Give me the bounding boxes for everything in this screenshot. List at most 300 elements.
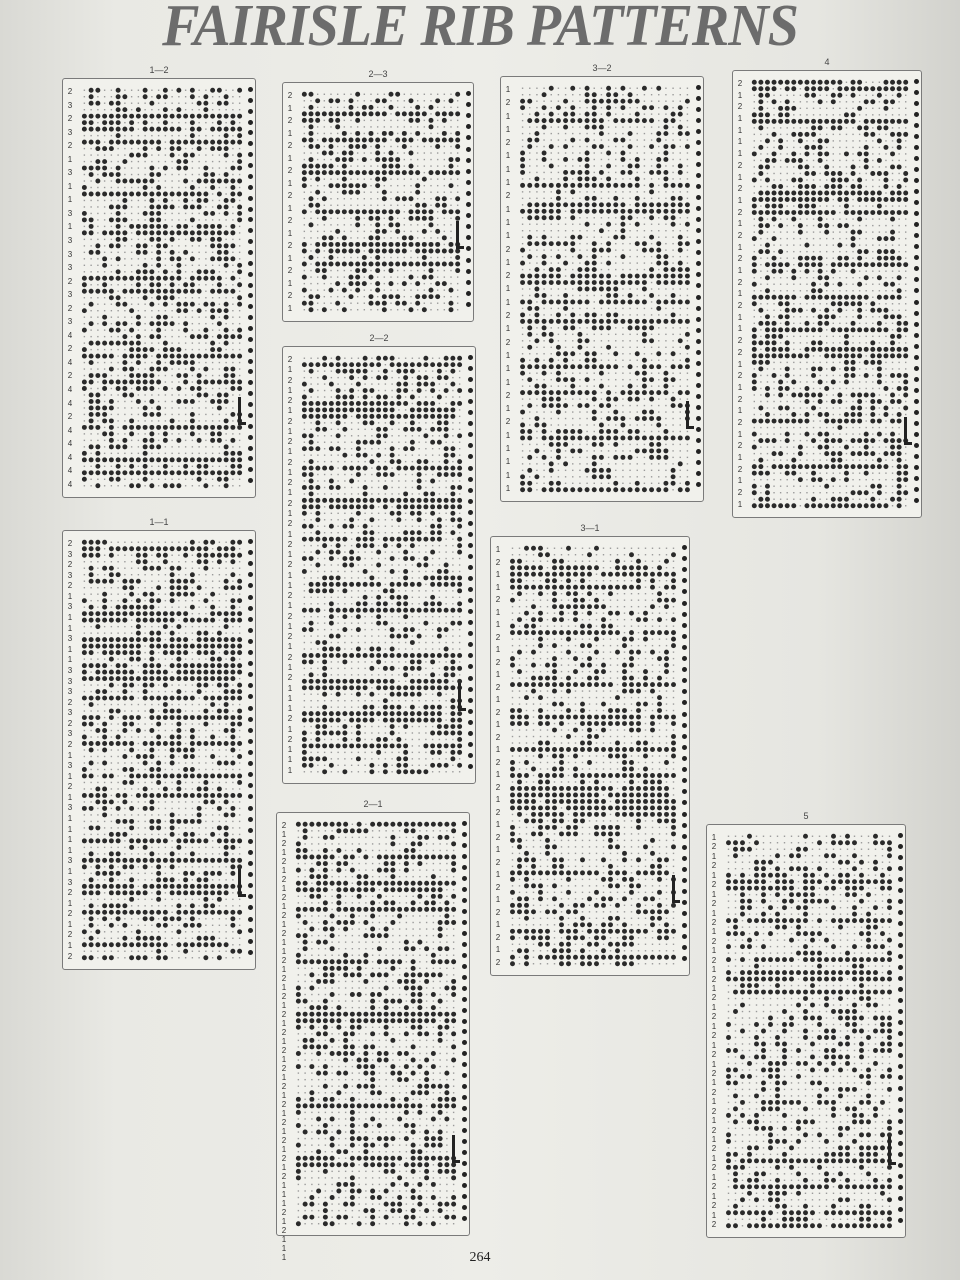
empty-cell	[84, 258, 85, 259]
punch-hole	[355, 137, 360, 142]
punch-hole	[203, 942, 208, 947]
empty-cell	[104, 401, 105, 402]
empty-cell	[124, 899, 125, 900]
empty-cell	[344, 390, 345, 391]
empty-cell	[239, 847, 240, 848]
empty-cell	[331, 358, 332, 359]
empty-cell	[459, 454, 460, 455]
punch-hole	[203, 890, 208, 895]
punch-hole	[224, 637, 229, 642]
punch-hole	[309, 131, 314, 136]
punch-hole	[122, 650, 127, 655]
punch-hole	[89, 806, 94, 811]
empty-cell	[370, 94, 371, 95]
punch-hole	[109, 572, 114, 577]
empty-cell	[371, 377, 372, 378]
empty-cell	[398, 526, 399, 527]
empty-cell	[151, 587, 152, 588]
empty-cell	[219, 167, 220, 168]
punch-hole	[82, 546, 87, 551]
punch-hole	[217, 806, 222, 811]
empty-cell	[439, 358, 440, 359]
punch-hole	[149, 566, 154, 571]
empty-cell	[239, 593, 240, 594]
empty-cell	[225, 161, 226, 162]
punch-hole	[210, 884, 215, 889]
empty-cell	[185, 440, 186, 441]
punch-hole	[197, 923, 202, 928]
empty-cell	[357, 100, 358, 101]
empty-cell	[219, 704, 220, 705]
punch-hole	[422, 275, 427, 280]
punch-hole	[224, 741, 229, 746]
row-number: 2	[287, 166, 293, 176]
empty-cell	[97, 420, 98, 421]
punch-hole	[302, 275, 307, 280]
punch-hole	[217, 308, 222, 313]
empty-cell	[117, 593, 118, 594]
empty-cell	[212, 420, 213, 421]
sprocket-hole	[466, 191, 471, 196]
empty-cell	[151, 736, 152, 737]
punch-hole	[444, 407, 449, 412]
empty-cell	[310, 250, 311, 251]
punch-hole	[183, 942, 188, 947]
punch-hole	[203, 211, 208, 216]
empty-cell	[239, 574, 240, 575]
empty-cell	[151, 899, 152, 900]
punch-hole	[143, 250, 148, 255]
punch-hole	[89, 360, 94, 365]
sprocket-hole	[248, 572, 253, 577]
punch-hole	[390, 569, 395, 574]
punch-hole	[237, 754, 242, 759]
punch-hole	[362, 281, 367, 286]
empty-cell	[178, 704, 179, 705]
punch-hole	[355, 268, 360, 273]
empty-cell	[185, 239, 186, 240]
empty-cell	[350, 237, 351, 238]
empty-cell	[144, 574, 145, 575]
punch-hole	[362, 183, 367, 188]
punch-hole	[102, 903, 107, 908]
row-number: 1	[287, 447, 293, 457]
punch-hole	[224, 483, 229, 488]
empty-cell	[225, 788, 226, 789]
punch-hole	[224, 644, 229, 649]
empty-cell	[198, 284, 199, 285]
empty-cell	[398, 480, 399, 481]
punch-hole	[237, 269, 242, 274]
empty-cell	[239, 316, 240, 317]
punch-hole	[389, 157, 394, 162]
punch-hole	[409, 242, 414, 247]
empty-cell	[151, 355, 152, 356]
empty-cell	[104, 187, 105, 188]
punch-hole	[355, 190, 360, 195]
punch-hole	[237, 192, 242, 197]
punch-hole	[116, 838, 121, 843]
empty-cell	[131, 219, 132, 220]
empty-cell	[144, 433, 145, 434]
punch-hole	[109, 418, 114, 423]
empty-cell	[144, 730, 145, 731]
punch-hole	[429, 248, 434, 253]
punch-hole	[403, 414, 408, 419]
punch-hole	[197, 289, 202, 294]
punch-hole	[89, 341, 94, 346]
empty-cell	[205, 433, 206, 434]
empty-cell	[424, 120, 425, 121]
empty-cell	[324, 442, 325, 443]
punch-hole	[224, 579, 229, 584]
punch-hole	[129, 644, 134, 649]
punch-hole	[369, 262, 374, 267]
sprocket-hole	[248, 446, 253, 451]
punch-hole	[95, 399, 100, 404]
punch-hole	[116, 650, 121, 655]
empty-cell	[144, 769, 145, 770]
punch-hole	[342, 427, 347, 432]
empty-cell	[111, 310, 112, 311]
punch-hole	[95, 884, 100, 889]
punch-hole	[390, 356, 395, 361]
empty-cell	[378, 538, 379, 539]
punch-hole	[183, 618, 188, 623]
empty-cell	[84, 626, 85, 627]
punch-hole	[102, 540, 107, 545]
sprocket-hole	[248, 163, 253, 168]
punch-hole	[82, 114, 87, 119]
empty-cell	[104, 548, 105, 549]
empty-cell	[437, 257, 438, 258]
empty-cell	[158, 349, 159, 350]
empty-cell	[304, 152, 305, 153]
empty-cell	[90, 626, 91, 627]
row-number: 2	[287, 191, 293, 201]
punch-hole	[82, 289, 87, 294]
empty-cell	[358, 390, 359, 391]
punch-hole	[410, 582, 415, 587]
empty-cell	[151, 581, 152, 582]
punch-hole	[95, 425, 100, 430]
empty-cell	[111, 730, 112, 731]
punch-hole	[129, 592, 134, 597]
empty-cell	[437, 224, 438, 225]
punch-hole	[102, 942, 107, 947]
empty-cell	[317, 133, 318, 134]
empty-cell	[111, 109, 112, 110]
empty-cell	[445, 519, 446, 520]
empty-cell	[192, 788, 193, 789]
empty-cell	[124, 310, 125, 311]
empty-cell	[151, 316, 152, 317]
sprocket-hole	[466, 147, 471, 152]
empty-cell	[185, 723, 186, 724]
empty-cell	[117, 427, 118, 428]
punch-hole	[163, 644, 168, 649]
punch-hole	[203, 683, 208, 688]
empty-cell	[198, 542, 199, 543]
punch-hole	[444, 362, 449, 367]
empty-cell	[317, 396, 318, 397]
empty-cell	[304, 257, 305, 258]
empty-cell	[192, 342, 193, 343]
empty-cell	[185, 710, 186, 711]
empty-cell	[212, 167, 213, 168]
empty-cell	[239, 568, 240, 569]
empty-cell	[205, 161, 206, 162]
empty-cell	[171, 769, 172, 770]
punch-hole	[417, 388, 422, 393]
punch-hole	[122, 354, 127, 359]
punch-hole	[382, 242, 387, 247]
punch-hole	[183, 715, 188, 720]
empty-cell	[144, 931, 145, 932]
punch-hole	[183, 380, 188, 385]
sprocket-hole	[248, 950, 253, 955]
empty-cell	[450, 198, 451, 199]
empty-cell	[385, 532, 386, 533]
punch-hole	[329, 242, 334, 247]
empty-cell	[337, 564, 338, 565]
punch-hole	[197, 386, 202, 391]
empty-cell	[432, 370, 433, 371]
empty-cell	[212, 749, 213, 750]
empty-cell	[158, 479, 159, 480]
punch-hole	[429, 124, 434, 129]
punch-hole	[102, 884, 107, 889]
empty-cell	[104, 555, 105, 556]
punch-hole	[156, 877, 161, 882]
empty-cell	[371, 487, 372, 488]
empty-cell	[385, 454, 386, 455]
punch-hole	[309, 164, 314, 169]
empty-cell	[165, 219, 166, 220]
punch-hole	[102, 689, 107, 694]
empty-cell	[445, 442, 446, 443]
punch-hole	[383, 543, 388, 548]
punch-hole	[417, 582, 422, 587]
empty-cell	[239, 918, 240, 919]
punch-hole	[95, 114, 100, 119]
empty-cell	[205, 593, 206, 594]
punch-hole	[383, 375, 388, 380]
punch-hole	[129, 767, 134, 772]
empty-cell	[84, 587, 85, 588]
punch-hole	[403, 504, 408, 509]
punch-hole	[210, 650, 215, 655]
punch-hole	[122, 644, 127, 649]
punch-hole	[176, 845, 181, 850]
punch-hole	[217, 405, 222, 410]
punch-hole	[102, 793, 107, 798]
punch-hole	[342, 498, 347, 503]
empty-cell	[212, 200, 213, 201]
empty-cell	[459, 442, 460, 443]
empty-cell	[304, 519, 305, 520]
empty-cell	[158, 394, 159, 395]
sprocket-hole	[466, 269, 471, 274]
punch-hole	[183, 166, 188, 171]
punch-hole	[122, 470, 127, 475]
empty-cell	[124, 148, 125, 149]
empty-cell	[445, 487, 446, 488]
empty-cell	[198, 433, 199, 434]
empty-cell	[417, 231, 418, 232]
empty-cell	[165, 756, 166, 757]
empty-cell	[219, 619, 220, 620]
punch-hole	[322, 164, 327, 169]
empty-cell	[198, 626, 199, 627]
empty-cell	[185, 866, 186, 867]
punch-hole	[176, 146, 181, 151]
empty-cell	[111, 161, 112, 162]
punch-hole	[89, 224, 94, 229]
punch-hole	[237, 618, 242, 623]
empty-cell	[151, 847, 152, 848]
punch-hole	[302, 446, 307, 451]
empty-cell	[151, 931, 152, 932]
empty-cell	[151, 951, 152, 952]
punch-hole	[129, 457, 134, 462]
empty-cell	[138, 440, 139, 441]
punch-hole	[375, 262, 380, 267]
empty-cell	[192, 103, 193, 104]
empty-cell	[124, 704, 125, 705]
empty-cell	[104, 951, 105, 952]
empty-cell	[425, 429, 426, 430]
empty-cell	[239, 96, 240, 97]
row-number: 1	[67, 591, 73, 601]
punch-hole	[429, 222, 434, 227]
empty-cell	[192, 827, 193, 828]
empty-cell	[117, 200, 118, 201]
punch-hole	[190, 256, 195, 261]
punch-hole	[237, 334, 242, 339]
empty-cell	[117, 769, 118, 770]
punch-hole	[156, 94, 161, 99]
empty-cell	[371, 480, 372, 481]
empty-cell	[212, 329, 213, 330]
punch-hole	[122, 127, 127, 132]
empty-cell	[97, 258, 98, 259]
empty-cell	[144, 394, 145, 395]
empty-cell	[205, 206, 206, 207]
punch-hole	[136, 559, 141, 564]
empty-cell	[350, 126, 351, 127]
empty-cell	[192, 323, 193, 324]
empty-cell	[138, 213, 139, 214]
empty-cell	[138, 420, 139, 421]
punch-hole	[122, 140, 127, 145]
empty-cell	[344, 296, 345, 297]
punch-hole	[143, 936, 148, 941]
empty-cell	[185, 278, 186, 279]
punch-hole	[429, 288, 434, 293]
punch-hole	[217, 120, 222, 125]
punch-hole	[163, 302, 168, 307]
empty-cell	[165, 103, 166, 104]
empty-cell	[97, 304, 98, 305]
punch-hole	[217, 611, 222, 616]
empty-cell	[459, 493, 460, 494]
empty-cell	[192, 394, 193, 395]
empty-cell	[437, 178, 438, 179]
punch-hole	[210, 431, 215, 436]
punch-hole	[382, 111, 387, 116]
empty-cell	[185, 103, 186, 104]
punch-hole	[329, 550, 334, 555]
punch-hole	[217, 179, 222, 184]
empty-cell	[111, 200, 112, 201]
punch-hole	[342, 137, 347, 142]
empty-cell	[178, 316, 179, 317]
empty-cell	[324, 224, 325, 225]
empty-cell	[205, 918, 206, 919]
empty-cell	[331, 513, 332, 514]
punch-hole	[389, 268, 394, 273]
punch-hole	[190, 127, 195, 132]
punch-hole	[109, 553, 114, 558]
empty-cell	[117, 632, 118, 633]
empty-cell	[390, 198, 391, 199]
punch-hole	[444, 427, 449, 432]
punch-hole	[224, 393, 229, 398]
empty-cell	[158, 310, 159, 311]
punch-hole	[122, 438, 127, 443]
punch-hole	[457, 524, 462, 529]
row-number: 1	[67, 644, 73, 654]
punch-hole	[302, 407, 307, 412]
punch-hole	[176, 308, 181, 313]
punch-hole	[342, 537, 347, 542]
punch-hole	[203, 566, 208, 571]
empty-cell	[131, 316, 132, 317]
empty-cell	[131, 925, 132, 926]
punch-hole	[136, 470, 141, 475]
punch-hole	[129, 650, 134, 655]
empty-cell	[117, 762, 118, 763]
row-number: 2	[287, 632, 293, 642]
empty-cell	[111, 154, 112, 155]
empty-cell	[90, 684, 91, 685]
punch-hole	[183, 611, 188, 616]
empty-cell	[232, 329, 233, 330]
empty-cell	[239, 232, 240, 233]
punch-hole	[102, 644, 107, 649]
punch-hole	[89, 321, 94, 326]
empty-cell	[165, 542, 166, 543]
punch-hole	[230, 871, 235, 876]
punch-hole	[403, 556, 408, 561]
empty-cell	[104, 427, 105, 428]
punch-hole	[89, 890, 94, 895]
punch-hole	[143, 611, 148, 616]
empty-cell	[225, 323, 226, 324]
punch-hole	[109, 146, 114, 151]
sprocket-hole	[248, 467, 253, 472]
empty-cell	[350, 270, 351, 271]
empty-cell	[385, 526, 386, 527]
punch-hole	[102, 282, 107, 287]
empty-cell	[205, 316, 206, 317]
empty-cell	[212, 103, 213, 104]
sprocket-hole	[248, 828, 253, 833]
punch-hole	[302, 414, 307, 419]
punch-hole	[109, 650, 114, 655]
punch-hole	[322, 537, 327, 542]
